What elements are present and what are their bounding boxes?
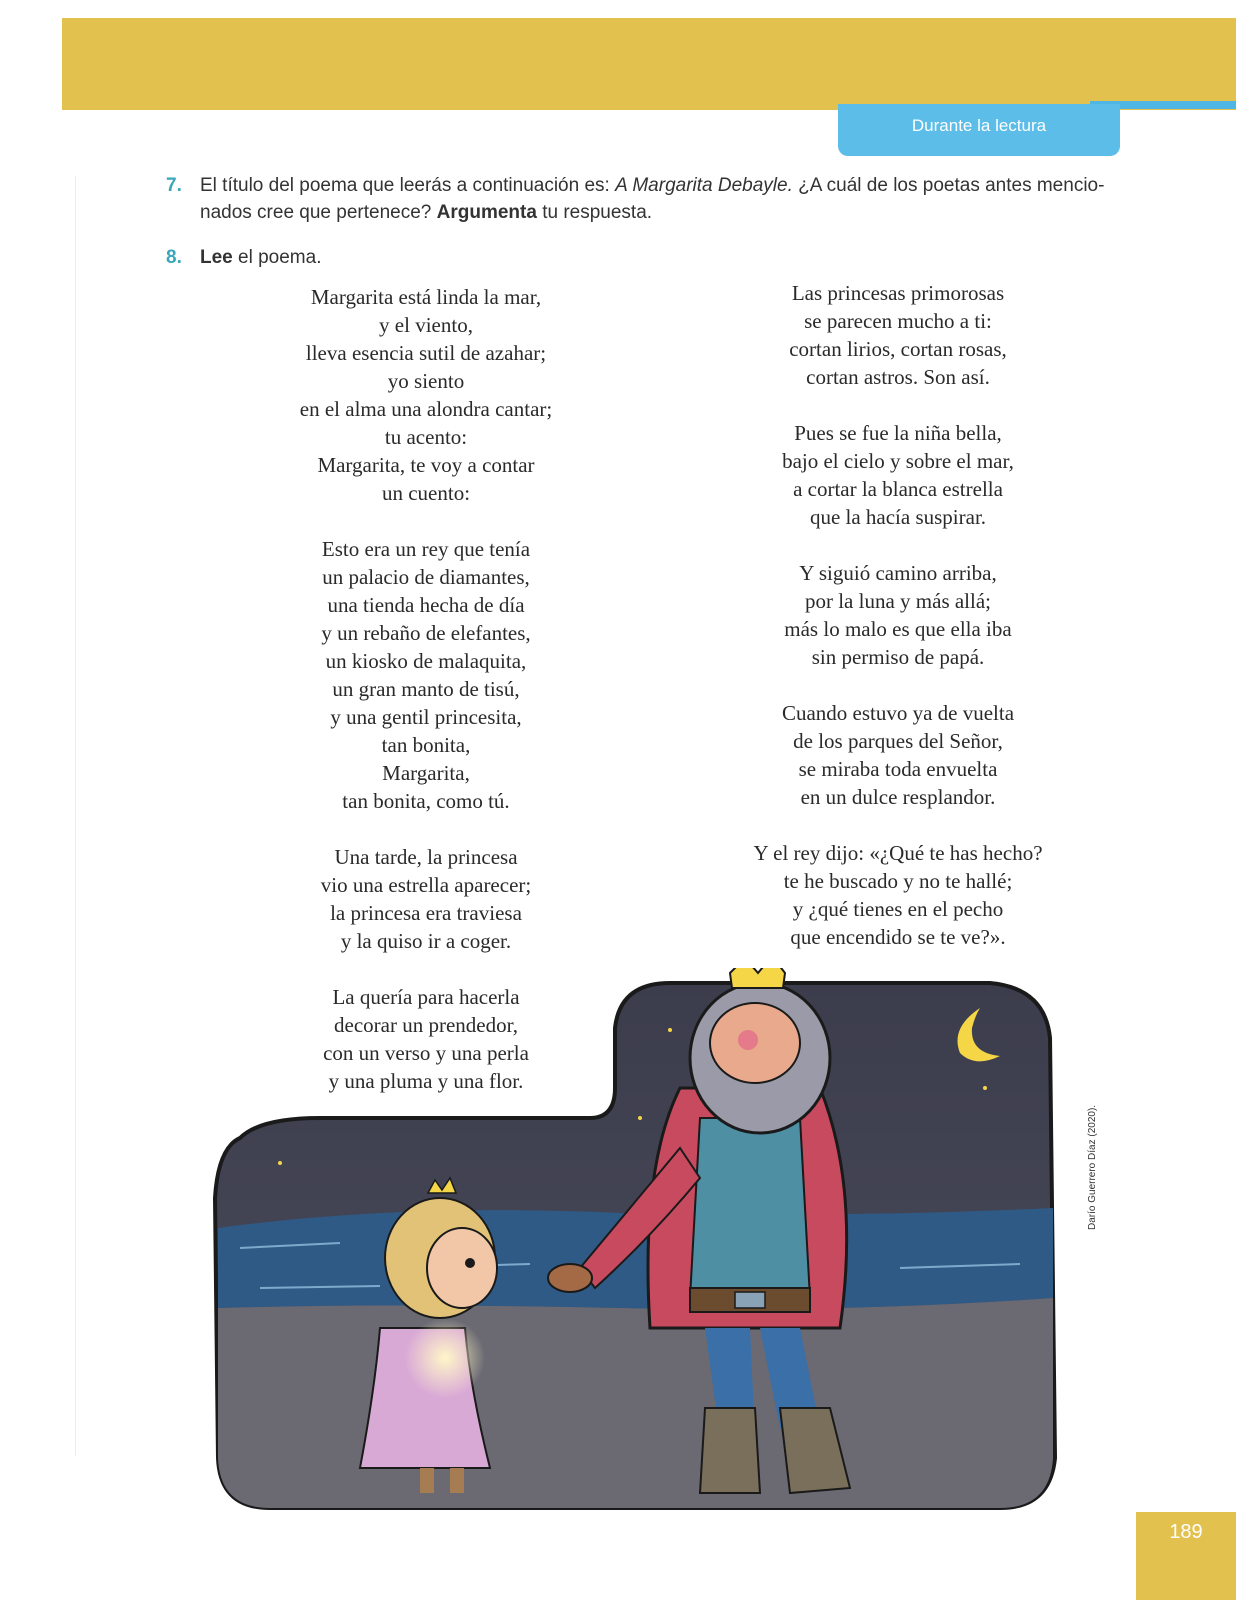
- section-tab: [838, 104, 1120, 156]
- poem-line: la princesa era traviesa: [330, 901, 522, 925]
- question-text-line2: [166, 199, 1126, 226]
- poem-line: cortan astros. Son así.: [806, 365, 990, 389]
- poem-line: un gran manto de tisú,: [332, 677, 520, 701]
- poem-line: se parecen mucho a ti:: [804, 309, 992, 333]
- star: [278, 1161, 282, 1165]
- question-7: [166, 172, 1126, 226]
- poem-stanza: [718, 839, 1078, 951]
- poem-title: A Margarita Debayle.: [615, 175, 793, 196]
- poem-line: decorar un prendedor,: [334, 1013, 518, 1037]
- question-number: 8.: [166, 247, 182, 268]
- poem-line: La quería para hacerla: [332, 985, 520, 1009]
- poem-line: Cuando estuvo ya de vuelta: [781, 701, 1015, 725]
- poem-line: un palacio de diamantes,: [322, 565, 530, 589]
- poem-line: Y siguió camino arriba,: [799, 561, 997, 585]
- poem-line: en un dulce resplandor.: [800, 785, 996, 809]
- poem-stanza: [246, 283, 606, 507]
- poem-line: y el viento,: [379, 313, 473, 337]
- poem-line: y una pluma y una flor.: [328, 1069, 524, 1093]
- poem-line: y un rebaño de elefantes,: [321, 621, 531, 645]
- poem-line: Margarita está linda la mar,: [310, 285, 542, 309]
- poem-line: bajo el cielo y sobre el mar,: [782, 449, 1014, 473]
- text-segment: nados cree que pertenece?: [200, 202, 437, 223]
- question-8: [166, 244, 1126, 271]
- poem-line: tan bonita,: [381, 733, 471, 757]
- text-segment: tu respuesta.: [536, 202, 653, 223]
- poem-line: a cortar la blanca estrella: [793, 477, 1003, 501]
- poem-line: Esto era un rey que tenía: [321, 537, 531, 561]
- poem-line: tu acento:: [384, 425, 468, 449]
- poem-line: por la luna y más allá;: [804, 589, 992, 613]
- poem-stanza: [246, 843, 606, 955]
- poem-stanza: [718, 279, 1078, 391]
- poem-line: un cuento:: [381, 481, 471, 505]
- poem-line: un kiosko de malaquita,: [325, 649, 527, 673]
- poem-line: se miraba toda envuelta: [798, 757, 998, 781]
- poem-stanza: [718, 559, 1078, 671]
- text-segment: el poema.: [232, 247, 322, 268]
- poem-line: tan bonita, como tú.: [342, 789, 510, 813]
- poem-line: cortan lirios, cortan rosas,: [789, 337, 1007, 361]
- text-segment: El título del poema que leerás a continuación es:: [200, 175, 616, 196]
- poem-stanza: [718, 699, 1078, 811]
- poem-line: en el alma una alondra cantar;: [299, 397, 553, 421]
- star: [638, 1116, 642, 1120]
- poem-line: que la hacía suspirar.: [809, 505, 987, 529]
- poem-line: vio una estrella aparecer;: [320, 873, 532, 897]
- poem-line: Las princesas primorosas: [791, 281, 1005, 305]
- page-number: 189: [1136, 1512, 1236, 1600]
- margin-line: [75, 176, 76, 1456]
- question-text-line1: [200, 175, 1104, 196]
- poem-line: de los parques del Señor,: [793, 729, 1003, 753]
- poem-stanza: [718, 419, 1078, 531]
- poem-line: que encendido se te ve?».: [790, 925, 1006, 949]
- poem-stanza: [246, 535, 606, 815]
- text-segment: ¿A cuál de los poetas antes mencio-: [792, 175, 1105, 196]
- section-label: Durante la lectura: [911, 116, 1047, 135]
- king-princess-illustration: [200, 968, 1080, 1520]
- poem-line: más lo malo es que ella iba: [784, 617, 1012, 641]
- star: [668, 1028, 672, 1032]
- poem-line: Una tarde, la princesa: [334, 845, 518, 869]
- poem-line: Pues se fue la niña bella,: [794, 421, 1002, 445]
- illustration-credit: Darío Guerrero Díaz (2020).: [1087, 1104, 1098, 1230]
- poem-line: Y el rey dijo: «¿Qué te has hecho?: [753, 841, 1043, 865]
- poem-line: y ¿qué tienes en el pecho: [792, 897, 1004, 921]
- poem-line: Margarita, te voy a contar: [317, 453, 535, 477]
- poem-right-column: [718, 279, 1078, 979]
- beach: [218, 1298, 1053, 1508]
- action-verb: Argumenta: [436, 202, 537, 223]
- action-verb: Lee: [200, 247, 233, 268]
- poem-line: con un verso y una perla: [323, 1041, 529, 1065]
- star: [983, 1086, 987, 1090]
- poem-line: sin permiso de papá.: [811, 645, 985, 669]
- poem-line: lleva esencia sutil de azahar;: [305, 341, 547, 365]
- poem-line: y una gentil princesita,: [330, 705, 522, 729]
- poem-line: yo siento: [387, 369, 465, 393]
- top-color-band: [62, 18, 1236, 110]
- poem-line: y la quiso ir a coger.: [340, 929, 512, 953]
- question-number: 7.: [166, 175, 182, 196]
- poem-line: una tienda hecha de día: [327, 593, 525, 617]
- poem-line: Margarita,: [382, 761, 470, 785]
- poem-line: te he buscado y no te hallé;: [783, 869, 1013, 893]
